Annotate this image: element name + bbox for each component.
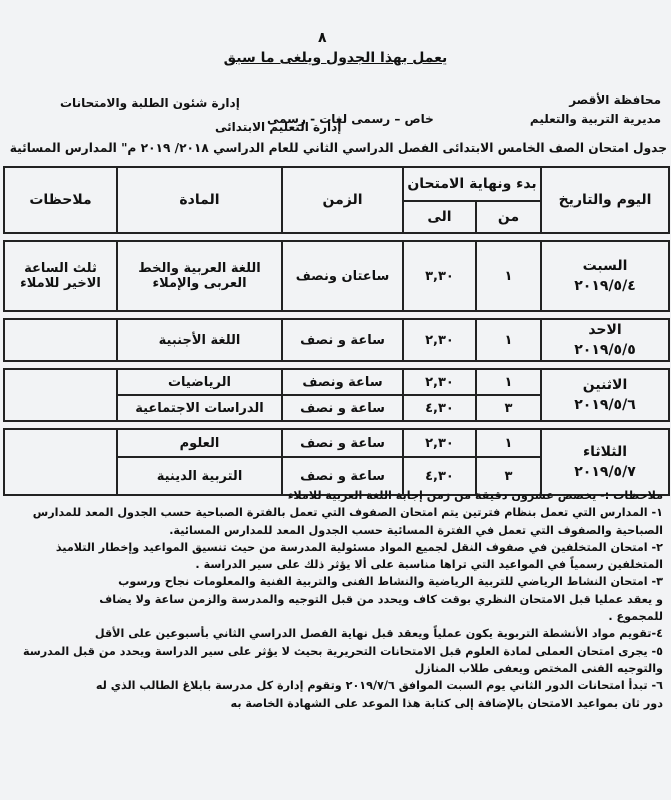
day-name: السبت — [582, 258, 628, 274]
table-subtitle: جدول امتحان الصف الخامس الابتدائى الفصل الدراسي الثاني للعام الدراسي ٢٠١٨/ ٢٠١٩ م" المدارس المسائية — [9, 141, 667, 155]
day-date-cell — [541, 429, 669, 495]
note-line: ملاحظات :- يخصص عشرون دقيقة من زمن إجابة اللغة العربية للاملاء — [287, 489, 663, 502]
subject-cell: العلوم — [117, 429, 282, 457]
from-cell: ١ — [476, 319, 541, 361]
notes-cell — [4, 429, 117, 495]
to-cell: ٢,٣٠ — [403, 369, 476, 395]
exam-date: ٢٠١٩/٥/٦ — [574, 397, 636, 413]
header-notes: ملاحظات — [4, 167, 117, 233]
from-cell: ١ — [476, 429, 541, 457]
duration-cell: ساعتان ونصف — [282, 241, 403, 311]
notes-cell: ثلث الساعة الاخير للاملاء — [4, 241, 117, 311]
header-day-date: اليوم والتاريخ — [541, 167, 669, 233]
table-row — [4, 241, 669, 311]
note-line: ١- المدارس التي تعمل بنظام فترتين يتم امتحان الصفوف التي تعمل بالفترة الصباحية حسب الجدول المعد للمدارس — [32, 506, 663, 520]
from-cell: ١ — [476, 369, 541, 395]
header-to: الى — [403, 201, 476, 233]
to-cell: ٢,٣٠ — [403, 429, 476, 457]
day-date-cell — [541, 241, 669, 311]
subject-cell: اللغة الأجنبية — [117, 319, 282, 361]
note-line: ٥- يجرى امتحان العملى لمادة العلوم قبل الامتحانات التحريرية بحيث لا يؤثر على سير الدراسة ويحدد من قبل المدرسة — [22, 644, 663, 658]
note-line: ٦- تبدأ امتحانات الدور الثاني يوم السبت الموافق ٢٠١٩/٧/٦ وتقوم إدارة كل مدرسة بابلاغ الطالب الذي له — [95, 679, 663, 693]
duration-cell: ساعة ونصف — [282, 369, 403, 395]
notes-section — [0, 487, 663, 712]
header-primary-education: إدارة التعليم الابتدائى — [215, 120, 342, 134]
notes-cell — [4, 319, 117, 361]
document-title: يعمل بهذا الجدول ويلغى ما سبق — [223, 50, 448, 66]
duration-cell: ساعة و نصف — [282, 319, 403, 361]
note-line: للمجموع . — [608, 610, 663, 624]
exam-date: ٢٠١٩/٥/٥ — [574, 342, 636, 358]
duration-cell: ساعة و نصف — [282, 457, 403, 495]
header-governorate: محافظة الأقصر — [569, 93, 661, 107]
from-cell: ٣ — [476, 395, 541, 421]
from-cell: ٣ — [476, 457, 541, 495]
to-cell: ٣,٣٠ — [403, 241, 476, 311]
exam-date: ٢٠١٩/٥/٤ — [574, 278, 636, 294]
duration-cell: ساعة و نصف — [282, 429, 403, 457]
table-row — [4, 319, 669, 361]
exam-schedule-table — [3, 166, 670, 496]
note-line: و يعقد عمليا قبل الامتحان النظري بوقت كاف ويحدد من قبل التوجيه والمدرسة والزمن ساعة ولا يضاف — [99, 592, 663, 606]
note-line: المتخلفين رسمياً في المواعيد التي تراها مناسبة على ألا يؤثر ذلك على سير الدراسة . — [195, 558, 663, 572]
note-line: الصباحية والصفوف التي تعمل في الفترة المسائية حسب الجدول المعد للمدارس المسائية. — [169, 523, 663, 537]
duration-cell: ساعة و نصف — [282, 395, 403, 421]
note-line: دور ثان بمواعيد الامتحان بالإضافة إلى كتابة هذا الموعد على الشهادة الخاصة به — [230, 696, 663, 710]
day-name: الاثنين — [582, 377, 628, 393]
day-name: الاحد — [588, 322, 622, 338]
header-subject: المادة — [117, 167, 282, 233]
day-name: الثلاثاء — [582, 444, 628, 460]
header-duration: الزمن — [282, 167, 403, 233]
header-students-affairs: إدارة شئون الطلبة والامتحانات — [60, 96, 240, 110]
to-cell: ٤,٣٠ — [403, 457, 476, 495]
subject-cell: الرياضيات — [117, 369, 282, 395]
from-cell: ١ — [476, 241, 541, 311]
header-from: من — [476, 201, 541, 233]
table-row — [4, 369, 669, 395]
to-cell: ٢,٣٠ — [403, 319, 476, 361]
notes-cell — [4, 369, 117, 421]
exam-date: ٢٠١٩/٥/٧ — [574, 464, 636, 480]
header-school-types: خاص – رسمى لغات - رسمى — [267, 112, 434, 126]
subject-cell: التربية الدينية — [117, 457, 282, 495]
table-row — [4, 429, 669, 457]
note-line: ٤-تقويم مواد الأنشطة التربوية يكون عملياً ويعقد قبل نهاية الفصل الدراسي الثاني بأسبوعين على الأقل — [94, 627, 663, 641]
header-start-end: بدء ونهاية الامتحان — [403, 167, 541, 201]
note-line: ٢- امتحان المتخلفين في صفوف النقل لجميع المواد مسئولية المدرسة من حيث تنسيق المواعيد وإخطار التلاميذ — [55, 540, 663, 554]
to-cell: ٤,٣٠ — [403, 395, 476, 421]
subject-cell: الدراسات الاجتماعية — [117, 395, 282, 421]
page-number: ٨ — [318, 30, 327, 46]
note-line: ٣- امتحان النشاط الرياضي للتربية الرياضية والنشاط الفنى والتربية الفنية والمعلومات نجاح ورسوب — [118, 575, 663, 589]
subject-cell: اللغة العربية والخط العربى والإملاء — [117, 241, 282, 311]
header-directorate: مديرية التربية والتعليم — [529, 112, 661, 126]
day-date-cell — [541, 369, 669, 421]
day-date-cell — [541, 319, 669, 361]
note-line: والتوجيه الفنى المختص ويعفى طلاب المنازل — [414, 661, 663, 675]
